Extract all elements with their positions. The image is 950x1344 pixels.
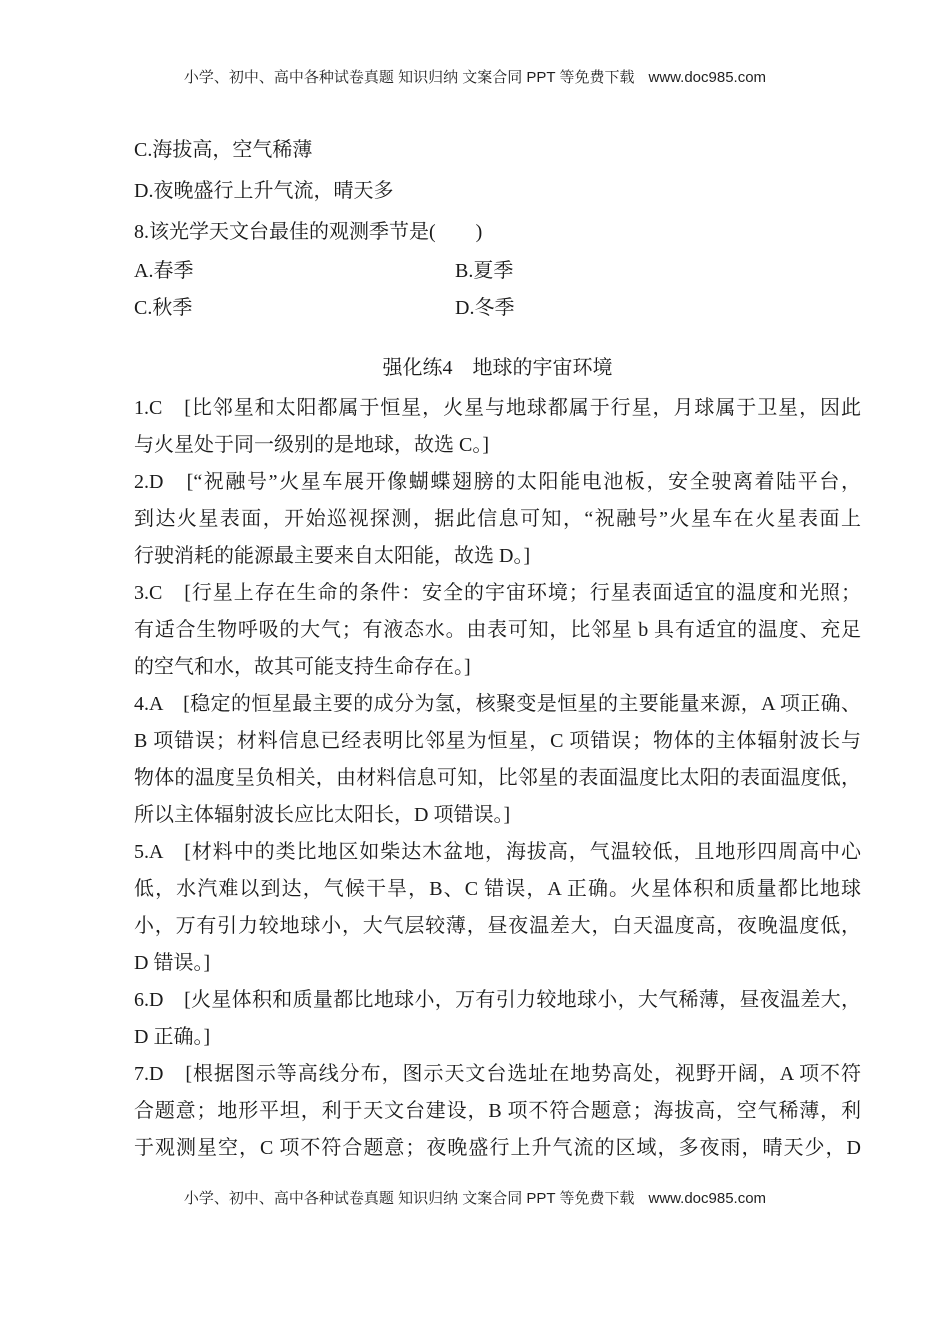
answer-line: 2.D [“祝融号”火星车展开像蝴蝶翅膀的太阳能电池板，安全驶离着陆平台， [134,471,861,493]
answer-line: 到达火星表面，开始巡视探测，据此信息可知，“祝融号”火星车在火星表面上 [134,508,861,530]
answer-line: 于观测星空，C 项不符合题意；夜晚盛行上升气流的区域，多夜雨，晴天少，D [134,1137,861,1159]
question-line: C.海拔高，空气稀薄 [134,139,313,161]
answer-paragraph [134,464,861,575]
answer-line: 物体的温度呈负相关，由材料信息可知，比邻星的表面温度比太阳的表面温度低， [134,767,861,789]
options-block [134,253,861,327]
answer-line: 6.D [火星体积和质量都比地球小，万有引力较地球小，大气稀薄，昼夜温差大， [134,989,861,1011]
option-item: B.夏季 [455,260,514,282]
answer-paragraph [134,686,861,834]
answer-line: 合题意；地形平坦，利于天文台建设，B 项不符合题意；海拔高，空气稀薄，利 [134,1100,861,1122]
answer-paragraph [134,575,861,686]
document-body [134,130,861,1167]
question-line: 8.该光学天文台最佳的观测季节是( ) [134,221,483,243]
option-item: C.秋季 [134,297,193,319]
answer-line: B 项错误；材料信息已经表明比邻星为恒星，C 项错误；物体的主体辐射波长与 [134,730,861,752]
footer-watermark-text: 小学、初中、高中各种试卷真题 知识归纳 文案合同 PPT 等免费下载 [183,1190,635,1207]
answer-line: 的空气和水，故其可能支持生命存在。] [134,656,471,678]
answer-paragraph [134,834,861,982]
answer-paragraph [134,390,861,464]
answer-line: 1.C [比邻星和太阳都属于恒星，火星与地球都属于行星，月球属于卫星，因此 [134,397,861,419]
answer-line: 小，万有引力较地球小，大气层较薄，昼夜温差大，白天温度高，夜晚温度低， [134,915,861,937]
answer-line: 7.D [根据图示等高线分布，图示天文台选址在地势高处，视野开阔，A 项不符 [134,1063,861,1085]
answer-line: 低，水汽难以到达，气候干旱，B、C 错误，A 正确。火星体积和质量都比地球 [134,878,861,900]
answer-line: 5.A [材料中的类比地区如柴达木盆地，海拔高，气温较低，且地形四周高中心 [134,841,861,863]
answer-line: 与火星处于同一级别的是地球，故选 C。] [134,434,489,456]
page-footer-watermark [0,1190,950,1208]
answer-line: 行驶消耗的能源最主要来自太阳能，故选 D。] [134,545,531,567]
answer-line: D 错误。] [134,952,211,974]
footer-site-url: www.doc985.com [648,1190,767,1207]
header-site-url: www.doc985.com [648,69,767,86]
answer-line: 有适合生物呼吸的大气；有液态水。由表可知，比邻星 b 具有适宜的温度、充足 [134,619,861,641]
answer-paragraph [134,982,861,1056]
question-block [134,130,861,253]
answer-paragraph [134,1056,861,1167]
option-item: D.冬季 [455,297,515,319]
option-item: A.春季 [134,260,194,282]
question-line: D.夜晚盛行上升气流，晴天多 [134,180,394,202]
answer-line: 3.C [行星上存在生命的条件：安全的宇宙环境；行星表面适宜的温度和光照； [134,582,861,604]
answers-block [134,390,861,1167]
option-row [134,290,861,327]
answer-line: 4.A [稳定的恒星最主要的成分为氢，核聚变是恒星的主要能量来源，A 项正确、 [134,693,861,715]
header-watermark-text: 小学、初中、高中各种试卷真题 知识归纳 文案合同 PPT 等免费下载 [183,69,635,86]
page-header-watermark [0,69,950,87]
option-row [134,253,861,290]
answer-line: D 正确。] [134,1026,211,1048]
section-title: 强化练4 地球的宇宙环境 [382,357,613,379]
answer-line: 所以主体辐射波长应比太阳长，D 项错误。] [134,804,511,826]
